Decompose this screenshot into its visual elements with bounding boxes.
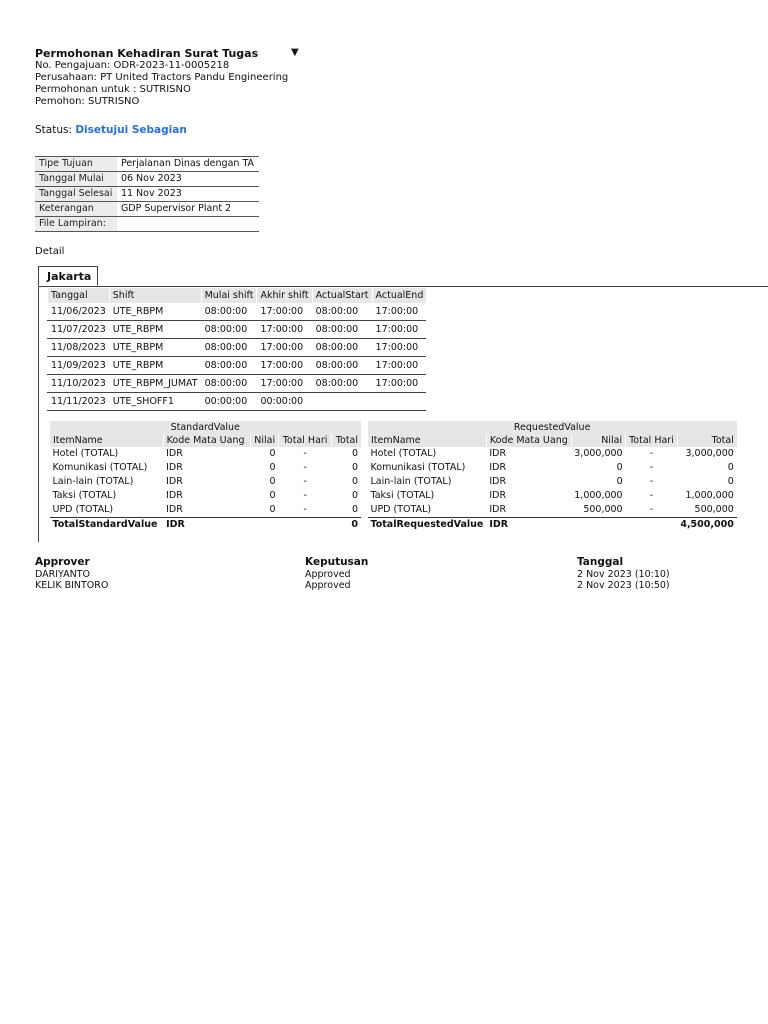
requested-cell: Taksi (TOTAL) [370, 490, 435, 501]
requested-column-header: Total [677, 434, 737, 447]
decision-header: Keputusan [305, 556, 369, 568]
shift-cell: 11/10/2023 [48, 375, 110, 393]
requested-total-cell: IDR [486, 518, 571, 533]
requester: Pemohon: SUTRISNO [35, 96, 140, 107]
standard-cell: 0 [269, 476, 276, 487]
standard-cell: 0 [269, 462, 276, 473]
standard-cell: Lain-lain (TOTAL) [52, 476, 134, 487]
standard-column-header: Nilai [250, 434, 279, 447]
shift-cell: 11/08/2023 [48, 339, 110, 357]
shift-row [48, 321, 427, 339]
standard-total-cell [250, 518, 279, 533]
requested-column-header: Total Hari [626, 434, 678, 447]
shift-cell: 08:00:00 [312, 321, 372, 339]
detail-label: Detail [35, 246, 65, 257]
standard-cell: IDR [166, 462, 183, 473]
standard-cell: IDR [166, 448, 183, 459]
page-title-text: Permohonan Kehadiran Surat Tugas [35, 47, 259, 60]
requested-cell: IDR [489, 490, 507, 501]
standard-value-table [49, 421, 361, 532]
requested-row [368, 447, 737, 461]
shift-cell: 17:00:00 [257, 303, 312, 321]
standard-row [50, 489, 362, 503]
requested-total-cell [626, 518, 678, 533]
info-key: Tanggal Selesai [35, 187, 117, 202]
shift-cell: UTE_RBPM [109, 321, 201, 339]
shift-cell: 08:00:00 [201, 375, 257, 393]
standard-total-cell: 0 [332, 518, 361, 533]
standard-cell: Taksi (TOTAL) [52, 490, 117, 501]
standard-column-header: Total [332, 434, 361, 447]
status [35, 124, 187, 136]
company: Perusahaan: PT United Tractors Pandu Engineering [35, 72, 289, 83]
requested-cell: 500,000 [583, 504, 623, 515]
shift-row [48, 339, 427, 357]
approver-header: Approver [35, 556, 90, 568]
requested-cell: IDR [489, 448, 507, 459]
info-value: GDP Supervisor Plant 2 [120, 203, 232, 214]
requested-cell: UPD (TOTAL) [370, 504, 432, 515]
requested-row [368, 475, 737, 489]
standard-cell: Komunikasi (TOTAL) [52, 462, 148, 473]
shift-cell [372, 393, 426, 411]
requested-value-table [367, 421, 737, 532]
requested-cell: 3,000,000 [574, 448, 623, 459]
standard-row [50, 503, 362, 518]
request-header [35, 48, 335, 108]
requested-cell: Hotel (TOTAL) [370, 448, 437, 459]
info-row [35, 217, 259, 232]
standard-cell: 0 [269, 504, 276, 515]
shift-cell [312, 393, 372, 411]
info-row [35, 157, 259, 172]
info-key: Keterangan [35, 202, 117, 217]
decision-date: 2 Nov 2023 (10:10) [577, 569, 670, 580]
shift-cell: 08:00:00 [201, 303, 257, 321]
standard-cell: 0 [351, 476, 358, 487]
shift-cell: 17:00:00 [257, 357, 312, 375]
decision-value: Approved [305, 569, 351, 580]
standard-cell: 0 [351, 462, 358, 473]
info-key: Tanggal Mulai [35, 172, 117, 187]
shift-column-header: Mulai shift [201, 288, 257, 303]
requested-cell: IDR [489, 476, 507, 487]
shift-cell: 17:00:00 [372, 303, 426, 321]
shift-column-header: Shift [109, 288, 201, 303]
shift-cell: 08:00:00 [201, 357, 257, 375]
requested-cell: 3,000,000 [685, 448, 734, 459]
collapse-caret-icon[interactable]: ▼ [291, 47, 299, 58]
standard-column-header: Kode Mata Uang [163, 434, 250, 447]
standard-cell: 0 [351, 504, 358, 515]
requested-cell: Komunikasi (TOTAL) [370, 462, 466, 473]
decision-value: Approved [305, 580, 351, 591]
requested-column-header: Nilai [571, 434, 625, 447]
request-info-table [35, 156, 259, 232]
standard-row [50, 447, 362, 461]
info-row [35, 187, 259, 202]
page-title [35, 48, 335, 60]
standard-cell: - [303, 504, 307, 515]
requested-cell: 0 [616, 476, 623, 487]
standard-total-cell [279, 518, 332, 533]
standard-total-cell: IDR [163, 518, 250, 533]
shift-row [48, 357, 427, 375]
shift-column-header: Akhir shift [257, 288, 312, 303]
shift-cell: 08:00:00 [312, 357, 372, 375]
requested-cell: - [649, 462, 654, 473]
shift-cell: 08:00:00 [201, 339, 257, 357]
shift-cell: 17:00:00 [257, 321, 312, 339]
shift-column-header: ActualEnd [372, 288, 426, 303]
shift-cell: 11/07/2023 [48, 321, 110, 339]
standard-cell: 0 [351, 448, 358, 459]
requested-cell: 1,000,000 [685, 490, 734, 501]
tab-jakarta[interactable]: Jakarta [38, 266, 98, 286]
info-key: File Lampiran: [35, 217, 117, 232]
requested-cell: 1,000,000 [574, 490, 623, 501]
shift-table [47, 288, 426, 411]
shift-row [48, 375, 427, 393]
requested-row [368, 461, 737, 475]
decision-column [305, 556, 368, 591]
shift-column-header: ActualStart [312, 288, 372, 303]
status-label: Status: [35, 124, 76, 136]
standard-cell: IDR [166, 490, 183, 501]
info-row [35, 172, 259, 187]
shift-cell: UTE_RBPM_JUMAT [109, 375, 201, 393]
info-value: 11 Nov 2023 [120, 188, 182, 199]
requested-cell: 0 [727, 462, 734, 473]
requested-cell: IDR [489, 462, 507, 473]
standard-cell: - [303, 448, 307, 459]
requested-total-cell [571, 518, 625, 533]
standard-row [50, 475, 362, 489]
shift-cell: 11/06/2023 [48, 303, 110, 321]
requested-cell: 0 [616, 462, 623, 473]
shift-cell: 17:00:00 [372, 357, 426, 375]
requested-cell: - [649, 448, 654, 459]
info-value [117, 217, 259, 232]
shift-cell: 00:00:00 [257, 393, 312, 411]
standard-column-header: ItemName [50, 434, 164, 447]
standard-cell: - [303, 462, 307, 473]
shift-cell: 08:00:00 [312, 339, 372, 357]
standard-cell: - [303, 490, 307, 501]
info-key: Tipe Tujuan [35, 157, 117, 172]
requested-total-cell: 4,500,000 [677, 518, 737, 533]
shift-column-header: Tanggal [48, 288, 110, 303]
requested-cell: IDR [489, 504, 507, 515]
shift-cell: 11/11/2023 [48, 393, 110, 411]
standard-cell: - [303, 476, 307, 487]
standard-cell: IDR [166, 476, 183, 487]
standard-cell: Hotel (TOTAL) [52, 448, 119, 459]
shift-cell: 17:00:00 [257, 375, 312, 393]
shift-cell: 17:00:00 [257, 339, 312, 357]
location-tabstrip [38, 266, 768, 287]
standard-cell: IDR [166, 504, 183, 515]
standard-value-header: StandardValue [50, 421, 362, 434]
standard-total-row [50, 518, 362, 533]
requested-row [368, 503, 737, 518]
shift-cell: 17:00:00 [372, 339, 426, 357]
requested-total-row [368, 518, 737, 533]
standard-column-header: Total Hari [279, 434, 332, 447]
info-value: 06 Nov 2023 [120, 173, 182, 184]
info-row [35, 202, 259, 217]
requested-total-cell: TotalRequestedValue [368, 518, 487, 533]
shift-cell: 17:00:00 [372, 375, 426, 393]
standard-cell: UPD (TOTAL) [52, 504, 114, 515]
shift-cell: UTE_RBPM [109, 303, 201, 321]
request-number: No. Pengajuan: ODR-2023-11-0005218 [35, 60, 230, 71]
approver-name: DARIYANTO [35, 569, 91, 580]
requested-cell: 0 [727, 476, 734, 487]
requested-row [368, 489, 737, 503]
shift-cell: 08:00:00 [201, 321, 257, 339]
requested-column-header: ItemName [368, 434, 487, 447]
shift-cell: 00:00:00 [201, 393, 257, 411]
standard-cell: 0 [269, 448, 276, 459]
shift-row [48, 393, 427, 411]
shift-cell: UTE_SHOFF1 [109, 393, 201, 411]
requested-cell: - [649, 490, 654, 501]
info-value: Perjalanan Dinas dengan TA [120, 158, 255, 169]
standard-total-cell: TotalStandardValue [50, 518, 164, 533]
shift-cell: 17:00:00 [372, 321, 426, 339]
shift-cell: UTE_RBPM [109, 357, 201, 375]
requested-value-header: RequestedValue [368, 421, 737, 434]
approver-column [35, 556, 108, 591]
standard-cell: 0 [351, 490, 358, 501]
standard-cell: 0 [269, 490, 276, 501]
shift-cell: 08:00:00 [312, 375, 372, 393]
standard-row [50, 461, 362, 475]
shift-cell: 08:00:00 [312, 303, 372, 321]
requested-cell: - [649, 504, 654, 515]
requested-cell: 500,000 [694, 504, 734, 515]
requested-for: Permohonan untuk : SUTRISNO [35, 84, 191, 95]
requested-cell: - [649, 476, 654, 487]
shift-cell: UTE_RBPM [109, 339, 201, 357]
requested-cell: Lain-lain (TOTAL) [370, 476, 452, 487]
requested-column-header: Kode Mata Uang [486, 434, 571, 447]
date-column [577, 556, 670, 591]
approver-name: KELIK BINTORO [35, 580, 109, 591]
decision-date: 2 Nov 2023 (10:50) [577, 580, 670, 591]
shift-cell: 11/09/2023 [48, 357, 110, 375]
shift-row [48, 303, 427, 321]
date-header: Tanggal [577, 556, 624, 568]
status-badge: Disetujui Sebagian [75, 124, 187, 136]
